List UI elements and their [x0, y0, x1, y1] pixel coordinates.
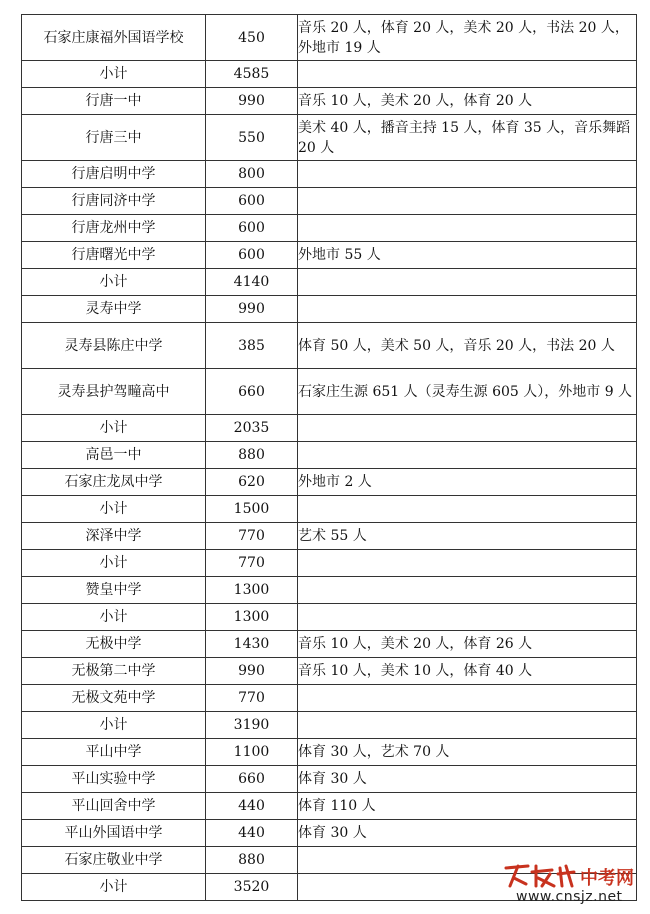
- school-name-cell: 行唐同济中学: [22, 188, 206, 215]
- enrollment-count-cell: 880: [206, 442, 298, 469]
- table-row: [22, 766, 637, 793]
- note-cell: [298, 415, 637, 442]
- table-row: [22, 115, 637, 161]
- subtotal-label-cell: 小计: [22, 874, 206, 901]
- table-row: [22, 88, 637, 115]
- table-row: [22, 523, 637, 550]
- enrollment-count-cell: 620: [206, 469, 298, 496]
- enrollment-table-wrapper: [21, 14, 633, 901]
- school-name-cell: 灵寿县陈庄中学: [22, 323, 206, 369]
- enrollment-table: [21, 14, 637, 901]
- school-name-cell: 无极中学: [22, 631, 206, 658]
- table-row: [22, 188, 637, 215]
- subtotal-count-cell: 3520: [206, 874, 298, 901]
- note-cell: 体育 30 人: [298, 820, 637, 847]
- subtotal-count-cell: 4140: [206, 269, 298, 296]
- table-row: [22, 631, 637, 658]
- school-name-cell: 行唐曙光中学: [22, 242, 206, 269]
- note-cell: [298, 604, 637, 631]
- school-name-cell: 平山中学: [22, 739, 206, 766]
- school-name-cell: 无极第二中学: [22, 658, 206, 685]
- table-row: [22, 550, 637, 577]
- note-cell: 艺术 55 人: [298, 523, 637, 550]
- enrollment-count-cell: 550: [206, 115, 298, 161]
- site-watermark: [494, 856, 644, 910]
- note-cell: [298, 496, 637, 523]
- note-cell: 体育 50 人，美术 50 人，音乐 20 人，书法 20 人: [298, 323, 637, 369]
- note-cell: [298, 188, 637, 215]
- school-name-cell: 深泽中学: [22, 523, 206, 550]
- subtotal-label-cell: 小计: [22, 496, 206, 523]
- table-row: [22, 269, 637, 296]
- table-row: [22, 577, 637, 604]
- watermark-brush-strokes: [506, 866, 574, 886]
- school-name-cell: 行唐三中: [22, 115, 206, 161]
- note-cell: [298, 61, 637, 88]
- school-name-cell: 石家庄龙凤中学: [22, 469, 206, 496]
- enrollment-count-cell: 770: [206, 685, 298, 712]
- subtotal-count-cell: 4585: [206, 61, 298, 88]
- enrollment-count-cell: 440: [206, 820, 298, 847]
- note-cell: 外地市 55 人: [298, 242, 637, 269]
- table-row: [22, 242, 637, 269]
- enrollment-count-cell: 450: [206, 15, 298, 61]
- table-row: [22, 215, 637, 242]
- note-cell: [298, 269, 637, 296]
- enrollment-count-cell: 1100: [206, 739, 298, 766]
- note-cell: 美术 40 人，播音主持 15 人，体育 35 人，音乐舞蹈 20 人: [298, 115, 637, 161]
- school-name-cell: 平山回舍中学: [22, 793, 206, 820]
- table-row: [22, 369, 637, 415]
- note-cell: [298, 161, 637, 188]
- enrollment-count-cell: 600: [206, 242, 298, 269]
- enrollment-count-cell: 660: [206, 369, 298, 415]
- subtotal-count-cell: 1300: [206, 604, 298, 631]
- subtotal-count-cell: 2035: [206, 415, 298, 442]
- enrollment-count-cell: 1300: [206, 577, 298, 604]
- school-name-cell: 石家庄康福外国语学校: [22, 15, 206, 61]
- note-cell: 音乐 10 人，美术 10 人，体育 40 人: [298, 658, 637, 685]
- table-row: [22, 496, 637, 523]
- note-cell: 体育 110 人: [298, 793, 637, 820]
- table-row: [22, 296, 637, 323]
- note-cell: [298, 712, 637, 739]
- watermark-logo: [502, 862, 642, 890]
- table-row: [22, 739, 637, 766]
- watermark-url: www.cnsjz.net: [516, 889, 623, 905]
- school-name-cell: 高邑一中: [22, 442, 206, 469]
- table-row: [22, 61, 637, 88]
- school-name-cell: 行唐一中: [22, 88, 206, 115]
- enrollment-count-cell: 1430: [206, 631, 298, 658]
- school-name-cell: 行唐龙州中学: [22, 215, 206, 242]
- table-row: [22, 15, 637, 61]
- table-row: [22, 712, 637, 739]
- table-row: [22, 604, 637, 631]
- note-cell: 石家庄生源 651 人（灵寿生源 605 人），外地市 9 人: [298, 369, 637, 415]
- subtotal-label-cell: 小计: [22, 61, 206, 88]
- table-row: [22, 161, 637, 188]
- subtotal-label-cell: 小计: [22, 604, 206, 631]
- enrollment-count-cell: 660: [206, 766, 298, 793]
- note-cell: [298, 577, 637, 604]
- school-name-cell: 行唐启明中学: [22, 161, 206, 188]
- table-row: [22, 820, 637, 847]
- school-name-cell: 无极文苑中学: [22, 685, 206, 712]
- note-cell: [298, 215, 637, 242]
- subtotal-label-cell: 小计: [22, 550, 206, 577]
- enrollment-count-cell: 990: [206, 658, 298, 685]
- note-cell: 体育 30 人: [298, 766, 637, 793]
- table-row: [22, 658, 637, 685]
- note-cell: [298, 442, 637, 469]
- enrollment-count-cell: 600: [206, 188, 298, 215]
- note-cell: [298, 685, 637, 712]
- enrollment-count-cell: 600: [206, 215, 298, 242]
- enrollment-count-cell: 990: [206, 296, 298, 323]
- note-cell: [298, 296, 637, 323]
- subtotal-count-cell: 1500: [206, 496, 298, 523]
- school-name-cell: 平山外国语中学: [22, 820, 206, 847]
- table-row: [22, 442, 637, 469]
- subtotal-label-cell: 小计: [22, 712, 206, 739]
- enrollment-table-body: [22, 15, 637, 901]
- note-cell: 音乐 10 人，美术 20 人，体育 20 人: [298, 88, 637, 115]
- enrollment-count-cell: 770: [206, 523, 298, 550]
- enrollment-count-cell: 800: [206, 161, 298, 188]
- note-cell: 体育 30 人，艺术 70 人: [298, 739, 637, 766]
- enrollment-count-cell: 385: [206, 323, 298, 369]
- enrollment-count-cell: 880: [206, 847, 298, 874]
- table-row: [22, 469, 637, 496]
- subtotal-count-cell: 770: [206, 550, 298, 577]
- note-cell: 音乐 20 人，体育 20 人，美术 20 人，书法 20 人，外地市 19 人: [298, 15, 637, 61]
- school-name-cell: 平山实验中学: [22, 766, 206, 793]
- table-row: [22, 793, 637, 820]
- table-row: [22, 685, 637, 712]
- school-name-cell: 灵寿县护驾疃高中: [22, 369, 206, 415]
- note-cell: 外地市 2 人: [298, 469, 637, 496]
- enrollment-count-cell: 440: [206, 793, 298, 820]
- table-row: [22, 323, 637, 369]
- school-name-cell: 灵寿中学: [22, 296, 206, 323]
- subtotal-count-cell: 3190: [206, 712, 298, 739]
- table-row: [22, 415, 637, 442]
- note-cell: 音乐 10 人，美术 20 人，体育 26 人: [298, 631, 637, 658]
- enrollment-count-cell: 990: [206, 88, 298, 115]
- school-name-cell: 赞皇中学: [22, 577, 206, 604]
- subtotal-label-cell: 小计: [22, 269, 206, 296]
- subtotal-label-cell: 小计: [22, 415, 206, 442]
- note-cell: [298, 550, 637, 577]
- watermark-brand-text: 中考网: [580, 868, 634, 889]
- school-name-cell: 石家庄敬业中学: [22, 847, 206, 874]
